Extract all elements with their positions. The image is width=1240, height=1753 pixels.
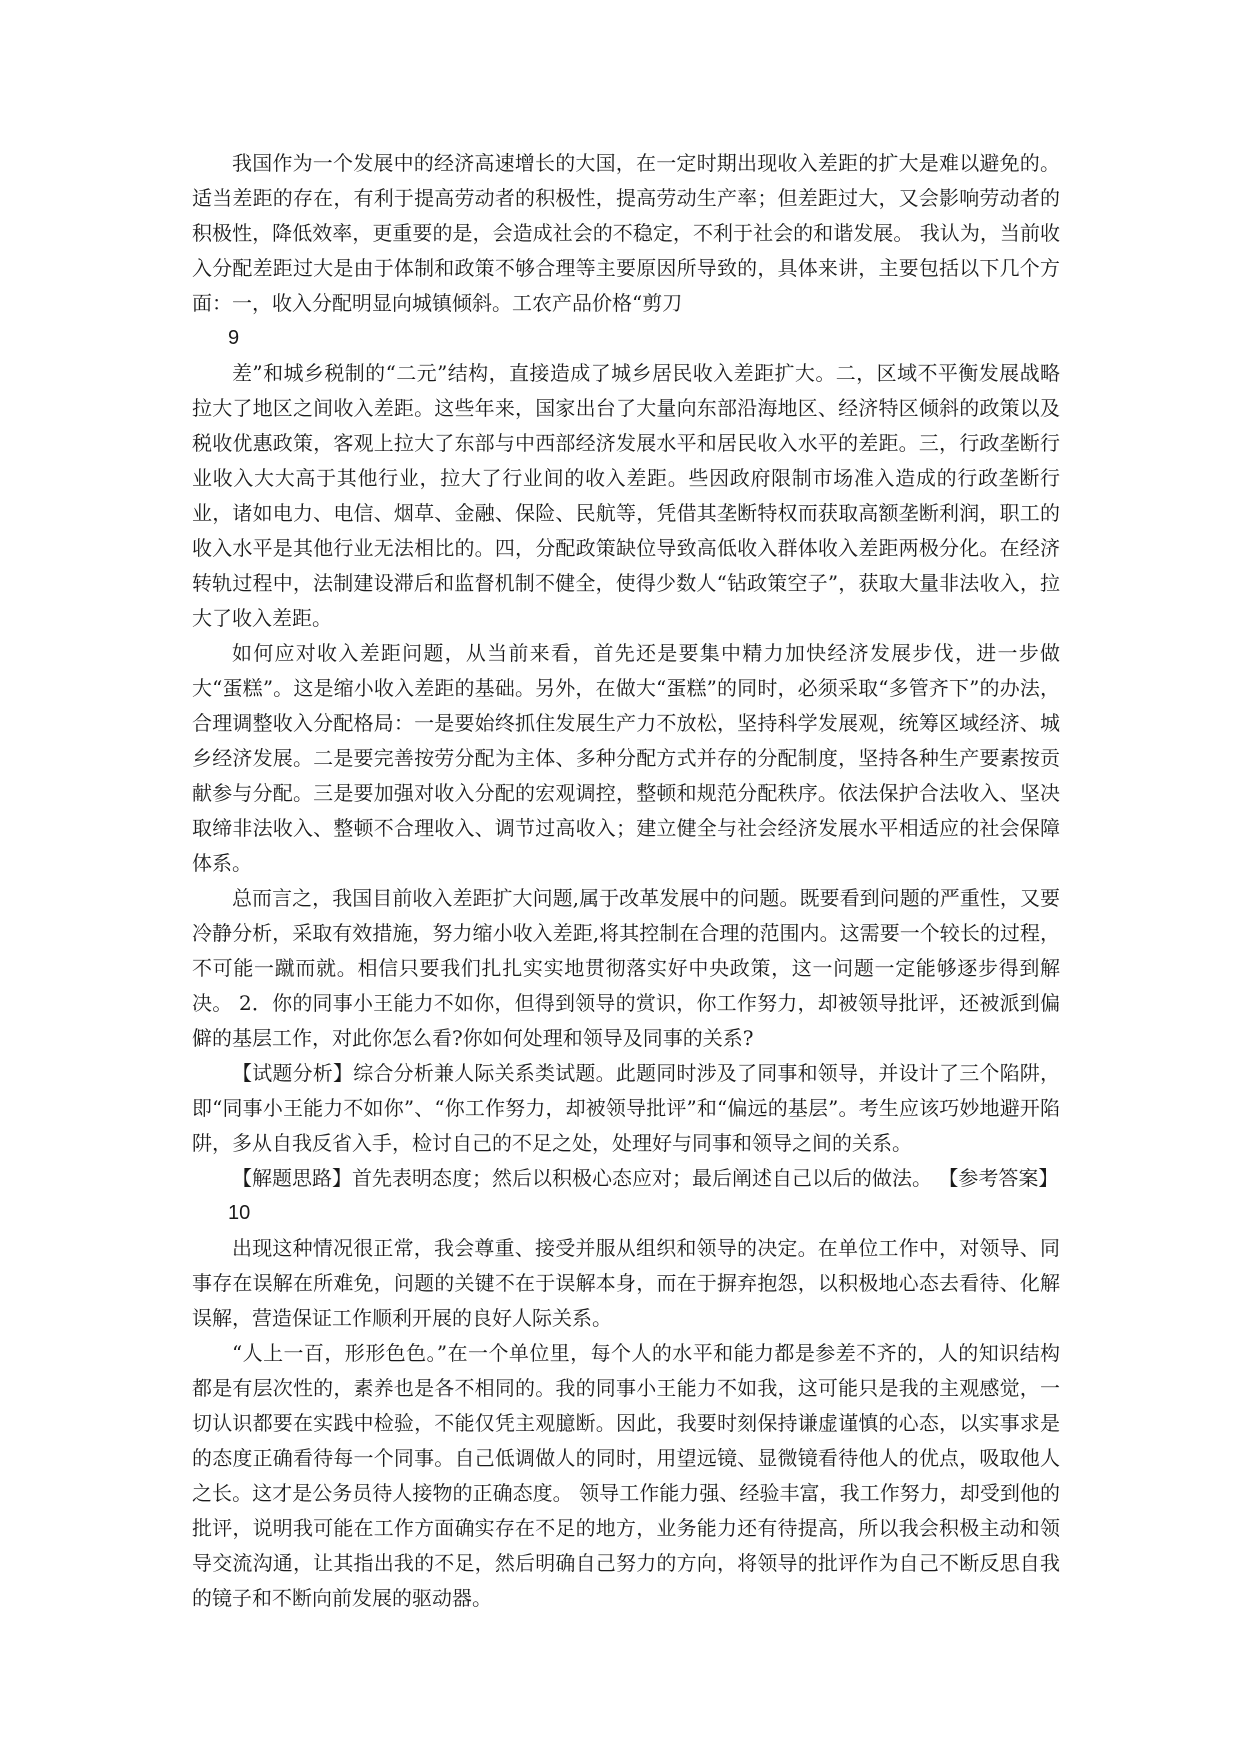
page-number-9: 9 [228, 327, 240, 349]
paragraph-countermeasures: 如何应对收入差距问题，从当前来看，首先还是要集中精力加快经济发展步伐，进一步做大“蛋糕”。这是缩小收入差距的基础。另外，在做大“蛋糕”的同时，必须采取“多管齐下”的办法，合理调整收入分配格局：一是要始终抓住发展生产力不放松，坚持科学发展观，统筹区域经济、城乡经济发展。二是要完善按劳分配为主体、多种分配方式并存的分配制度，坚持各种生产要素按贡献参与分配。三是要加强对收入分配的宏观调控，整顿和规范分配秩序。依法保护合法收入、坚决取缔非法收入、整顿不合理收入、调节过高收入；建立健全与社会经济发展水平相适应的社会保障体系。 [192, 641, 1060, 875]
page-number-10: 10 [228, 1202, 251, 1224]
paragraph-question-analysis: 【试题分析】综合分析兼人际关系类试题。此题同时涉及了同事和领导，并设计了三个陷阱，即“同事小王能力不如你”、“你工作努力，却被领导批评”和“偏远的基层”。考生应该巧妙地避开陷阱，多从自我反省入手，检讨自己的不足之处，处理好与同事和领导之间的关系。 [192, 1061, 1060, 1155]
document-body [192, 146, 1060, 1616]
paragraph-income-gap-causes: 我国作为一个发展中的经济高速增长的大国，在一定时期出现收入差距的扩大是难以避免的。适当差距的存在，有利于提高劳动者的积极性，提高劳动生产率；但差距过大，又会影响劳动者的积极性，降低效率，更重要的是，会造成社会的不稳定，不利于社会的和谐发展。 我认为，当前收入分配差距过大是由于体制和政策不够合理等主要原因所导致的，具体来讲，主要包括以下几个方面：一，收入分配明显向城镇倾斜。工农产品价格“剪刀 [192, 151, 1060, 315]
paragraph-solution-approach: 【解题思路】首先表明态度；然后以积极心态应对；最后阐述自己以后的做法。 【参考答案】 [232, 1166, 1059, 1190]
paragraph-answer-attitude: 出现这种情况很正常，我会尊重、接受并服从组织和领导的决定。在单位工作中，对领导、同事存在误解在所难免，问题的关键不在于误解本身，而在于摒弃抱怨，以积极地心态去看待、化解误解，营造保证工作顺利开展的良好人际关系。 [192, 1236, 1060, 1330]
paragraph-income-gap-details: 差”和城乡税制的“二元”结构，直接造成了城乡居民收入差距扩大。二，区域不平衡发展战略拉大了地区之间收入差距。这些年来，国家出台了大量向东部沿海地区、经济特区倾斜的政策以及税收优惠政策，客观上拉大了东部与中西部经济发展水平和居民收入水平的差距。三，行政垄断行业收入大大高于其他行业，拉大了行业间的收入差距。些因政府限制市场准入造成的行政垄断行业，诸如电力、电信、烟草、金融、保险、民航等，凭借其垄断特权而获取高额垄断利润，职工的收入水平是其他行业无法相比的。四，分配政策缺位导致高低收入群体收入差距两极分化。在经济转轨过程中，法制建设滞后和监督机制不健全，使得少数人“钻政策空子”，获取大量非法收入，拉大了收入差距。 [192, 361, 1060, 630]
paragraph-answer-colleagues-and-leader: “人上一百，形形色色。”在一个单位里，每个人的水平和能力都是参差不齐的，人的知识结构都是有层次性的，素养也是各不相同的。我的同事小王能力不如我，这可能只是我的主观感觉，一切认识都要在实践中检验，不能仅凭主观臆断。因此，我要时刻保持谦虚谨慎的心态，以实事求是的态度正确看待每一个同事。自己低调做人的同时，用望远镜、显微镜看待他人的优点，吸取他人之长。这才是公务员待人接物的正确态度。 领导工作能力强、经验丰富，我工作努力，却受到他的批评，说明我可能在工作方面确实存在不足的地方，业务能力还有待提高，所以我会积极主动和领导交流沟通，让其指出我的不足，然后明确自己努力的方向，将领导的批评作为自己不断反思自我的镜子和不断向前发展的驱动器。 [192, 1341, 1060, 1610]
paragraph-conclusion-and-question-2: 总而言之，我国目前收入差距扩大问题,属于改革发展中的问题。既要看到问题的严重性，又要冷静分析，采取有效措施，努力缩小收入差距,将其控制在合理的范围内。这需要一个较长的过程，不可能一蹴而就。相信只要我们扎扎实实地贯彻落实好中央政策，这一问题一定能够逐步得到解决。 2．你的同事小王能力不如你，但得到领导的赏识，你工作努力，却被领导批评，还被派到偏僻的基层工作，对此你怎么看?你如何处理和领导及同事的关系? [192, 886, 1060, 1050]
